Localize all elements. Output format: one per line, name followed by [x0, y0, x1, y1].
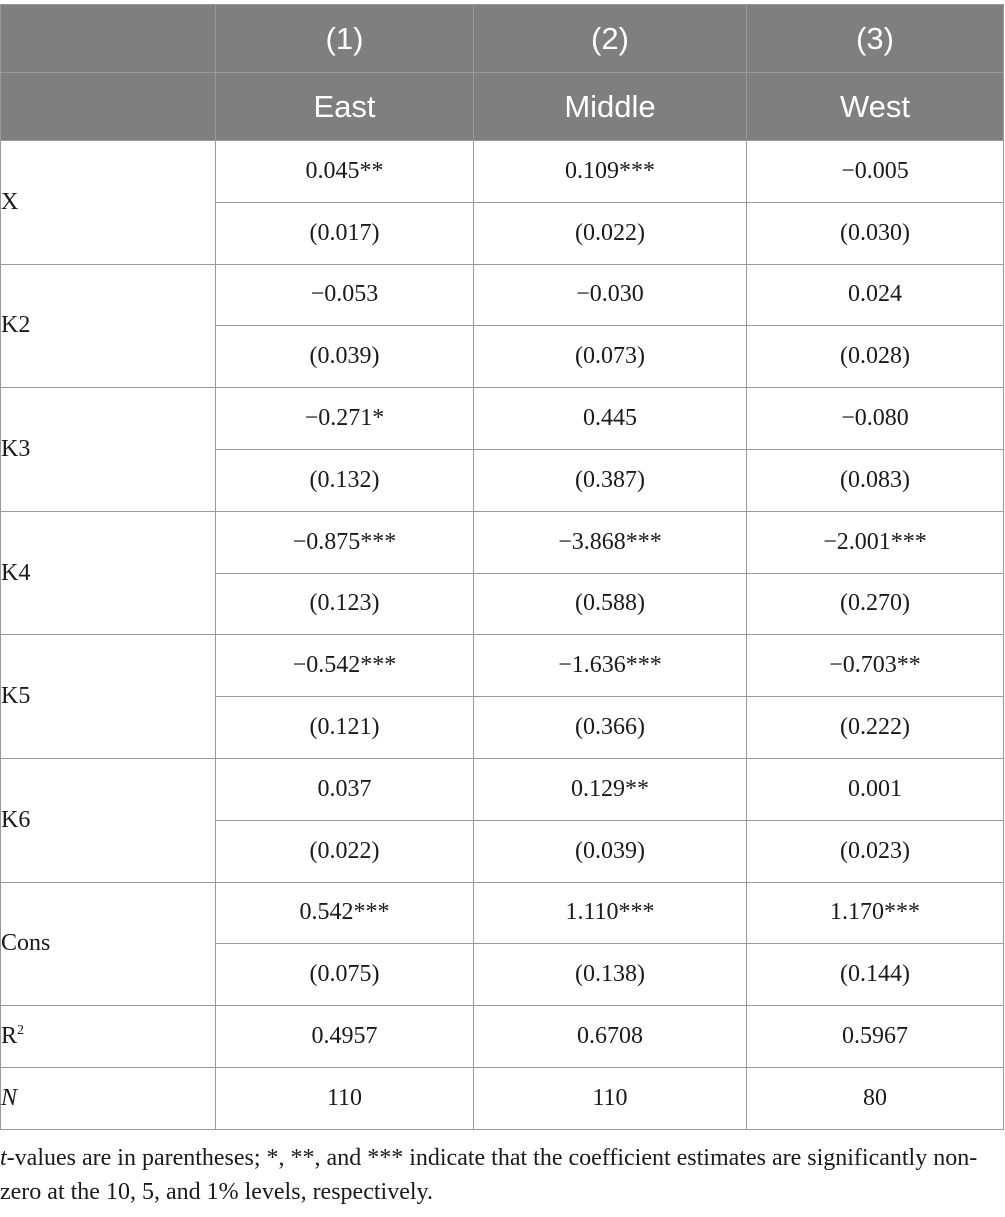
- se-cell: (0.387): [474, 449, 747, 511]
- se-cell: (0.022): [474, 202, 747, 264]
- row-label: K3: [1, 388, 216, 512]
- row-label: K2: [1, 264, 216, 388]
- se-cell: (0.073): [474, 326, 747, 388]
- table-header: [1, 5, 1004, 141]
- coef-cell: −0.080: [747, 388, 1004, 450]
- se-cell: (0.270): [747, 573, 1004, 635]
- r2-letter: R: [1, 1023, 18, 1050]
- se-cell: (0.022): [216, 820, 474, 882]
- se-cell: (0.028): [747, 326, 1004, 388]
- row-label: X: [1, 141, 216, 265]
- row-label: K5: [1, 635, 216, 759]
- coef-cell: −0.875***: [216, 511, 474, 573]
- se-cell: (0.132): [216, 449, 474, 511]
- coef-cell: 1.110***: [474, 882, 747, 944]
- se-cell: (0.138): [474, 944, 747, 1006]
- table-row-coef: [1, 511, 1004, 573]
- coef-cell: 0.037: [216, 758, 474, 820]
- r2-cell: 0.5967: [747, 1006, 1004, 1068]
- footnote-t: t: [0, 1145, 7, 1171]
- coef-cell: −0.053: [216, 264, 474, 326]
- header-row-regions: [1, 73, 1004, 141]
- table-row-coef: [1, 635, 1004, 697]
- se-cell: (0.039): [474, 820, 747, 882]
- coef-cell: −0.005: [747, 141, 1004, 203]
- se-cell: (0.121): [216, 697, 474, 759]
- row-label-n: N: [1, 1067, 216, 1129]
- row-label: K4: [1, 511, 216, 635]
- header-corner: [1, 73, 216, 141]
- column-number: (2): [474, 5, 747, 73]
- se-cell: (0.588): [474, 573, 747, 635]
- se-cell: (0.039): [216, 326, 474, 388]
- coef-cell: 0.109***: [474, 141, 747, 203]
- header-corner: [1, 5, 216, 73]
- header-row-numbers: [1, 5, 1004, 73]
- row-label: K6: [1, 758, 216, 882]
- r2-cell: 0.4957: [216, 1006, 474, 1068]
- se-cell: (0.075): [216, 944, 474, 1006]
- coef-cell: −0.542***: [216, 635, 474, 697]
- n-cell: 110: [474, 1067, 747, 1129]
- se-cell: (0.144): [747, 944, 1004, 1006]
- coef-cell: −3.868***: [474, 511, 747, 573]
- se-cell: (0.017): [216, 202, 474, 264]
- coef-cell: 0.024: [747, 264, 1004, 326]
- column-number: (3): [747, 5, 1004, 73]
- table-row-coef: [1, 141, 1004, 203]
- r2-superscript: 2: [17, 1023, 25, 1039]
- table-row-r2: [1, 1006, 1004, 1068]
- se-cell: (0.123): [216, 573, 474, 635]
- n-cell: 110: [216, 1067, 474, 1129]
- row-label: Cons: [1, 882, 216, 1006]
- se-cell: (0.222): [747, 697, 1004, 759]
- r2-cell: 0.6708: [474, 1006, 747, 1068]
- table-row-coef: [1, 264, 1004, 326]
- table-row-coef: [1, 882, 1004, 944]
- footnote-text: -values are in parentheses; *, **, and *** indicate that the coefficient estimates are significantly non-zero at the 10, 5, and 1% levels, respectively.: [0, 1145, 978, 1205]
- table-row-coef: [1, 758, 1004, 820]
- table-row-coef: [1, 388, 1004, 450]
- regression-table: [0, 4, 1004, 1130]
- se-cell: (0.023): [747, 820, 1004, 882]
- column-region: East: [216, 73, 474, 141]
- column-number: (1): [216, 5, 474, 73]
- coef-cell: 0.045**: [216, 141, 474, 203]
- se-cell: (0.366): [474, 697, 747, 759]
- table-body: [1, 141, 1004, 1130]
- coef-cell: −1.636***: [474, 635, 747, 697]
- row-label-r2: [1, 1006, 216, 1068]
- coef-cell: 1.170***: [747, 882, 1004, 944]
- se-cell: (0.030): [747, 202, 1004, 264]
- table-row-n: [1, 1067, 1004, 1129]
- coef-cell: −0.271*: [216, 388, 474, 450]
- coef-cell: −2.001***: [747, 511, 1004, 573]
- coef-cell: 0.001: [747, 758, 1004, 820]
- coef-cell: −0.030: [474, 264, 747, 326]
- column-region: West: [747, 73, 1004, 141]
- coef-cell: −0.703**: [747, 635, 1004, 697]
- column-region: Middle: [474, 73, 747, 141]
- n-cell: 80: [747, 1067, 1004, 1129]
- coef-cell: 0.542***: [216, 882, 474, 944]
- coef-cell: 0.129**: [474, 758, 747, 820]
- se-cell: (0.083): [747, 449, 1004, 511]
- table-footnote: [0, 1141, 990, 1209]
- coef-cell: 0.445: [474, 388, 747, 450]
